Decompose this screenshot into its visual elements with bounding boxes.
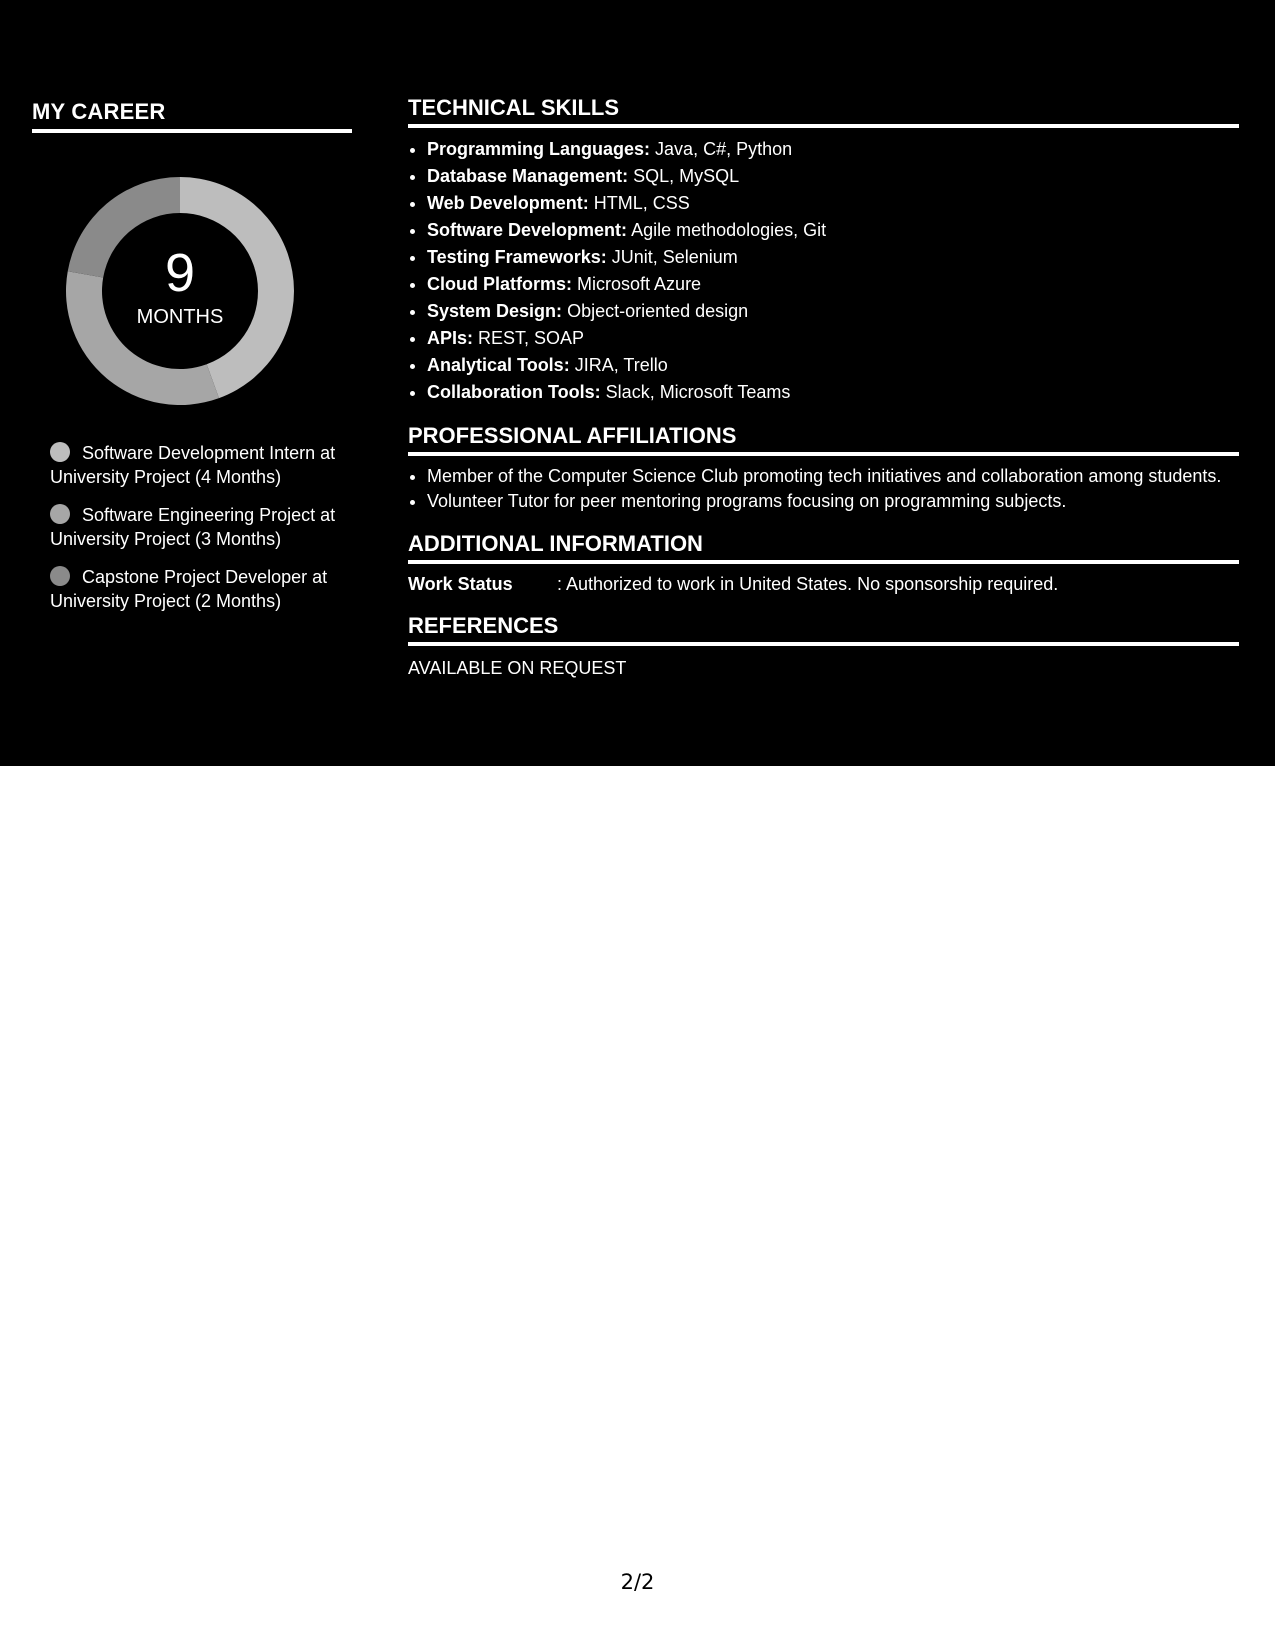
skill-item [427,217,1239,244]
skill-item [427,352,1239,379]
skill-label: Database Management: [427,166,629,186]
skill-label: Programming Languages: [427,139,651,159]
skill-label: Collaboration Tools: [427,382,601,402]
career-legend-label: Capstone Project Developer at University Project (2 Months) [50,567,328,611]
skill-value: SQL, MySQL [633,166,740,186]
skill-label: APIs: [427,328,474,348]
work-status-row [408,572,1239,596]
donut-total-unit: MONTHS [136,306,224,328]
career-column [32,98,352,627]
career-legend-label: Software Engineering Project at University Project (3 Months) [50,505,336,549]
skill-value: JIRA, Trello [574,355,668,375]
page-number: 2/2 [620,1570,655,1594]
references-rule [408,642,1239,646]
skill-value: Agile methodologies, Git [631,220,827,240]
skill-item [427,325,1239,352]
skill-item [427,379,1239,406]
career-legend-label: Software Development Intern at University Project (4 Months) [50,443,336,487]
career-donut-chart [66,177,294,405]
technical-skills-list [408,136,1239,406]
affiliation-item: • Volunteer Tutor for peer mentoring programs focusing on programming subjects. [427,489,1239,514]
affiliations-title: PROFESSIONAL AFFILIATIONS [408,423,737,448]
references-text: AVAILABLE ON REQUEST [408,658,627,678]
skill-value: Java, C#, Python [655,139,793,159]
references-title: REFERENCES [408,613,559,638]
affiliations-section [408,422,1239,514]
skill-value: Microsoft Azure [577,274,702,294]
skill-item [427,298,1239,325]
skill-item [427,163,1239,190]
skill-item [427,190,1239,217]
work-status-value: : Authorized to work in United States. No sponsorship required. [557,574,1059,594]
technical-skills-title: TECHNICAL SKILLS [408,95,620,120]
skill-label: Analytical Tools: [427,355,570,375]
legend-dot-icon [50,442,70,462]
skill-value: HTML, CSS [593,193,690,213]
skill-label: Web Development: [427,193,589,213]
skill-value: REST, SOAP [478,328,585,348]
career-legend [50,441,350,613]
technical-skills-section [408,94,1239,406]
skill-label: Cloud Platforms: [427,274,573,294]
skill-item [427,244,1239,271]
skill-label: Testing Frameworks: [427,247,607,267]
donut-total-value: 9 [164,243,196,303]
career-title-rule [32,129,352,133]
legend-dot-icon [50,566,70,586]
skill-label: System Design: [427,301,563,321]
technical-skills-rule [408,124,1239,128]
skill-value: JUnit, Selenium [611,247,738,267]
references-section [408,612,1239,680]
affiliations-list [408,464,1239,514]
additional-info-section [408,530,1239,596]
skill-item [427,271,1239,298]
skill-value: Object-oriented design [567,301,749,321]
career-legend-item [50,441,350,489]
additional-info-title: ADDITIONAL INFORMATION [408,531,703,556]
career-section-title: MY CAREER [32,99,166,124]
career-legend-item [50,503,350,551]
work-status-label: Work Status [408,574,513,594]
additional-info-rule [408,560,1239,564]
skill-value: Slack, Microsoft Teams [605,382,791,402]
affiliation-item: • Member of the Computer Science Club promoting tech initiatives and collaboration among students. [427,464,1239,489]
main-column [408,94,1239,680]
skill-item [427,136,1239,163]
career-legend-item [50,565,350,613]
affiliations-rule [408,452,1239,456]
skill-label: Software Development: [427,220,628,240]
legend-dot-icon [50,504,70,524]
